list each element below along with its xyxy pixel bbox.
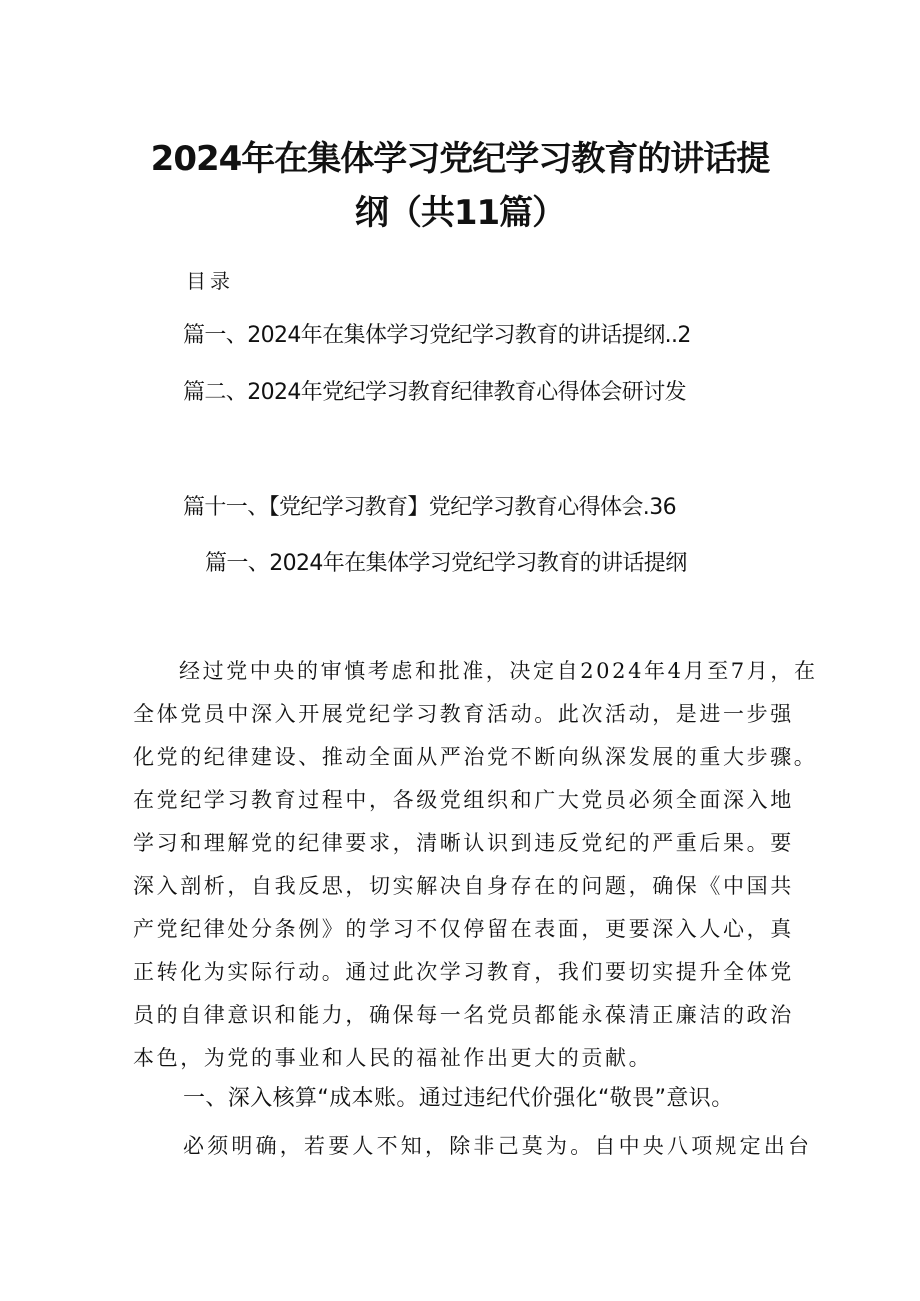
toc-item: 篇二、2024年党纪学习教育纪律教育心得体会研讨发: [183, 380, 686, 405]
body-line: 学习和理解党的纪律要求，清晰认识到违反党纪的严重后果。要: [133, 831, 794, 855]
body-line: 全体党员中深入开展党纪学习教育活动。此次活动，是进一步强: [133, 702, 794, 726]
paragraph-line: 必须明确，若要人不知，除非己莫为。自中央八项规定出台: [183, 1134, 813, 1158]
document-title-line-1: 2024年在集体学习党纪学习教育的讲话提: [150, 139, 770, 179]
body-line: 化党的纪律建设、推动全面从严治党不断向纵深发展的重大步骤。: [133, 745, 818, 769]
toc-label: 目录: [186, 269, 234, 293]
body-line: 在党纪学习教育过程中，各级党组织和广大党员必须全面深入地: [133, 788, 794, 812]
body-line: 产党纪律处分条例》的学习不仅停留在表面，更要深入人心，真: [133, 917, 794, 941]
toc-item: 篇十一、【党纪学习教育】党纪学习教育心得体会.36: [183, 495, 676, 520]
document-title-line-2: 纲（共11篇）: [354, 193, 566, 233]
body-line: 经过党中央的审慎考虑和批准，决定自2024年4月至7月，在: [179, 659, 818, 683]
subheading: 一、深入核算“成本账。通过违纪代价强化“敬畏”意识。: [183, 1086, 734, 1111]
body-line: 本色，为党的事业和人民的福祉作出更大的贡献。: [133, 1046, 653, 1070]
body-paragraph: [133, 650, 818, 1080]
body-line: 员的自律意识和能力，确保每一名党员都能永葆清正廉洁的政治: [133, 1003, 794, 1027]
section-title: 篇一、2024年在集体学习党纪学习教育的讲话提纲: [205, 551, 687, 576]
body-line: 深入剖析，自我反思，切实解决自身存在的问题，确保《中国共: [133, 874, 794, 898]
body-line: 正转化为实际行动。通过此次学习教育，我们要切实提升全体党: [133, 960, 794, 984]
toc-item: 篇一、2024年在集体学习党纪学习教育的讲话提纲..2: [183, 323, 691, 348]
